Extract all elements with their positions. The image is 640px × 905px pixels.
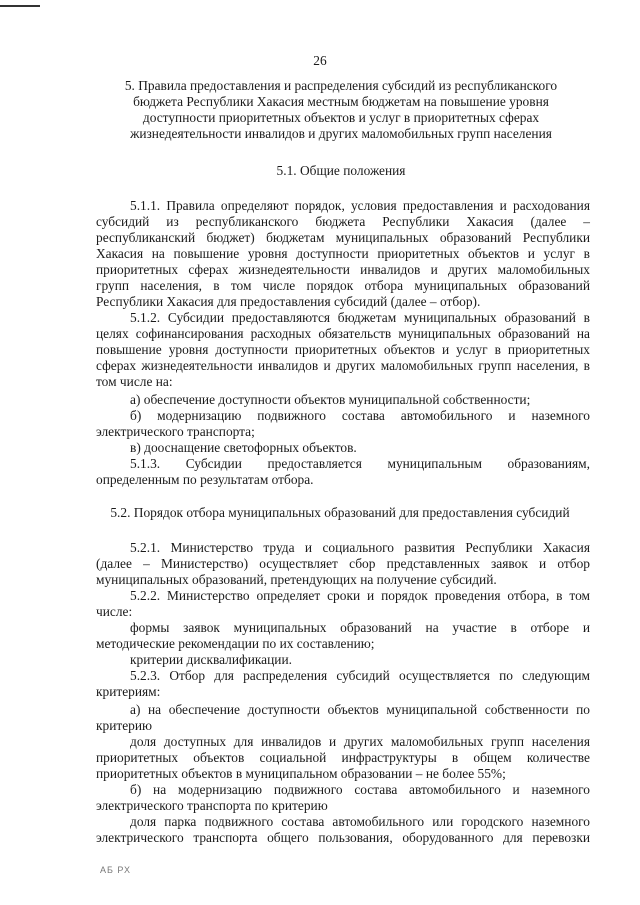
title-line: доступности приоритетных объектов и услуг в приоритетных сферах (142, 110, 540, 125)
body-line: б) на модернизацию подвижного состава автомобильного и наземного (130, 782, 590, 797)
body-line: Республики Хакасия для предоставления субсидий (далее – отбор). (96, 294, 481, 309)
body-line: 5.1.2. Субсидии предоставляются бюджетам муниципальных образований в (130, 310, 590, 325)
body-line: определенным по результатам отбора. (96, 472, 314, 487)
body-line: доля доступных для инвалидов и других маломобильных групп населения (130, 734, 590, 749)
body-line: критериям: (96, 684, 161, 699)
body-line: электрического транспорта; (96, 424, 255, 439)
title-line: 5. Правила предоставления и распределения субсидий из республиканского (124, 78, 558, 93)
body-line: групп населения, в том числе порядок отбора муниципальных образований (96, 278, 590, 293)
body-line: республиканский бюджет) бюджетам муниципальных образований Республики (96, 230, 590, 245)
body-line: Хакасия на повышение уровня доступности приоритетных объектов и услуг в (96, 246, 590, 261)
section-heading: 5.2. Порядок отбора муниципальных образований для предоставления субсидий (110, 505, 570, 520)
page-number: 26 (313, 53, 327, 68)
body-line: методические рекомендации по их составлению; (96, 636, 375, 651)
body-line: том числе на: (96, 374, 173, 389)
footer-mark: АБ РХ (100, 865, 132, 875)
body-line: целях софинансирования расходных обязательств муниципальных образований на (96, 326, 590, 341)
body-line: доля парка подвижного состава автомобильного или городского наземного (130, 814, 590, 829)
body-line: приоритетных объектов в муниципальном образовании – не более 55%; (96, 766, 506, 781)
section-heading: 5.1. Общие положения (276, 163, 406, 178)
body-line: 5.1.1. Правила определяют порядок, условия предоставления и расходования (130, 198, 590, 213)
body-line: а) обеспечение доступности объектов муниципальной собственности; (130, 392, 531, 407)
body-line: (далее – Министерство) осуществляет сбор представленных заявок и отбор (96, 556, 590, 571)
title-line: бюджета Республики Хакасия местным бюджетам на повышение уровня (133, 94, 549, 109)
body-line: приоритетных объектов социальной инфраструктуры в общем количестве (96, 750, 590, 765)
body-line: сферах жизнедеятельности инвалидов и других маломобильных групп населения, в (96, 358, 590, 373)
corner-rule (0, 5, 40, 7)
body-line: повышение уровня доступности приоритетных объектов и услуг в приоритетных (96, 342, 590, 357)
body-line: а) на обеспечение доступности объектов муниципальной собственности по (130, 702, 590, 717)
body-line: муниципальных образований, претендующих на получение субсидий. (96, 572, 497, 587)
body-line: 5.1.3. Субсидии предоставляется муниципальным образованиям, (130, 456, 590, 471)
body-line: 5.2.1. Министерство труда и социального развития Республики Хакасия (130, 540, 590, 555)
body-line: субсидий из республиканского бюджета Республики Хакасия (далее – (96, 214, 590, 229)
body-line: критерию (96, 718, 153, 733)
body-line: приоритетных сферах жизнедеятельности инвалидов и других маломобильных (96, 262, 590, 277)
body-line: 5.2.2. Министерство определяет сроки и порядок проведения отбора, в том (130, 588, 590, 603)
body-line: критерии дисквалификации. (130, 652, 292, 667)
body-line: числе: (96, 604, 133, 619)
body-line: формы заявок муниципальных образований на участие в отборе и (130, 620, 590, 635)
body-line: 5.2.3. Отбор для распределения субсидий осуществляется по следующим (130, 668, 590, 683)
body-line: б) модернизацию подвижного состава автомобильного и наземного (130, 408, 590, 423)
body-line: электрического транспорта по критерию (96, 798, 328, 813)
body-line: в) дооснащение светофорных объектов. (130, 440, 357, 455)
title-line: жизнедеятельности инвалидов и других маломобильных групп населения (130, 126, 552, 141)
body-line: электрического транспорта общего пользования, оборудованного для перевозки (96, 830, 590, 845)
